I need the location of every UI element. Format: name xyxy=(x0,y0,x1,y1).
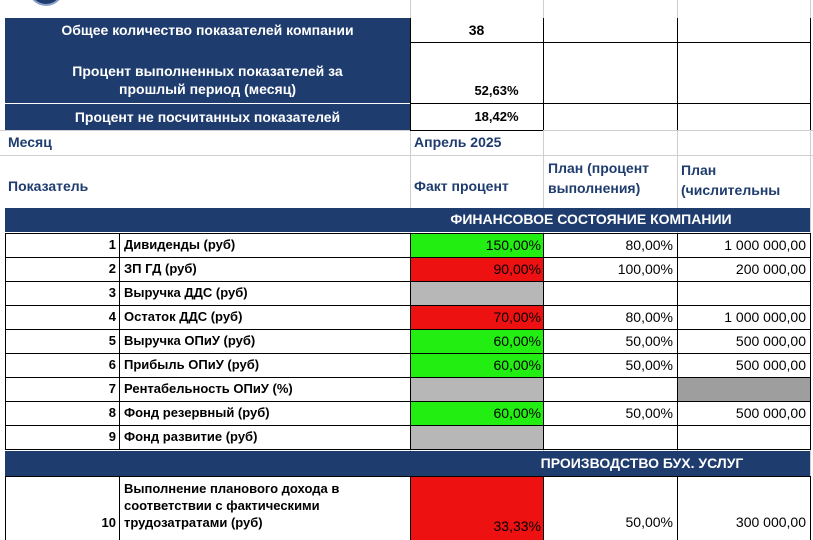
fact-percent-header: Факт процент xyxy=(414,178,509,194)
row-name: Прибыль ОПиУ (руб) xyxy=(124,357,260,372)
plan-number-cell[interactable] xyxy=(678,378,810,401)
fact-cell[interactable] xyxy=(411,258,543,281)
production-section-banner xyxy=(5,451,810,476)
row-name xyxy=(120,480,410,538)
finance-section-title: ФИНАНСОВОЕ СОСТОЯНИЕ КОМПАНИИ xyxy=(450,211,732,227)
row-name: Фонд резервный (руб) xyxy=(124,405,270,420)
plan-percent-cell[interactable]: 50,00% xyxy=(625,357,673,373)
fact-cell[interactable] xyxy=(411,378,543,401)
production-section-title: ПРОИЗВОДСТВО БУХ. УСЛУГ xyxy=(540,455,744,471)
fact-cell[interactable] xyxy=(411,477,543,540)
plan-percent-cell[interactable]: 80,00% xyxy=(625,237,673,253)
fact-cell[interactable] xyxy=(411,306,543,329)
fact-value: 60,00% xyxy=(493,357,541,373)
done-percent-label-line2: прошлый период (месяц) xyxy=(119,81,296,97)
plan-percent-header xyxy=(548,158,676,200)
row-number: 10 xyxy=(101,515,116,530)
plan-number-header xyxy=(681,160,809,202)
row-number: 1 xyxy=(108,237,116,252)
fact-cell[interactable] xyxy=(411,234,543,257)
plan-percent-cell[interactable] xyxy=(544,429,677,447)
row-number: 7 xyxy=(108,381,116,396)
finance-section-banner xyxy=(5,208,810,232)
row-name: Выручка ДДС (руб) xyxy=(124,285,248,300)
done-percent-value[interactable]: 52,63% xyxy=(474,83,519,98)
plan-number-cell[interactable] xyxy=(678,282,810,305)
total-indicators-label: Общее количество показателей компании xyxy=(5,18,410,42)
row-name: Остаток ДДС (руб) xyxy=(124,309,243,324)
plan-percent-cell[interactable] xyxy=(544,381,677,399)
fact-value: 90,00% xyxy=(493,261,541,277)
plan-number-cell[interactable] xyxy=(678,426,810,449)
plan-percent-cell[interactable]: 50,00% xyxy=(625,333,673,349)
done-percent-label xyxy=(5,42,410,103)
total-indicators-value[interactable]: 38 xyxy=(468,22,485,38)
gridline xyxy=(0,155,813,156)
row-number: 9 xyxy=(108,429,116,444)
row-name: Выручка ОПиУ (руб) xyxy=(124,333,256,348)
row-number: 3 xyxy=(108,285,116,300)
plan-percent-cell[interactable] xyxy=(544,285,677,303)
not-calculated-label: Процент не посчитанных показателей xyxy=(5,104,410,130)
row-number: 4 xyxy=(108,309,116,324)
plan-number-cell[interactable]: 1 000 000,00 xyxy=(724,237,806,253)
plan-number-header-line2: (числительны xyxy=(681,182,781,198)
fact-cell[interactable] xyxy=(411,426,543,449)
plan-percent-cell[interactable]: 80,00% xyxy=(625,309,673,325)
fact-value: 60,00% xyxy=(493,333,541,349)
fact-value: 150,00% xyxy=(485,237,541,253)
company-logo-icon xyxy=(28,0,64,6)
plan-number-cell[interactable]: 500 000,00 xyxy=(735,405,806,421)
fact-value: 33,33% xyxy=(493,518,541,534)
indicator-header: Показатель xyxy=(8,178,89,194)
month-label: Месяц xyxy=(8,134,52,150)
row-number: 6 xyxy=(108,357,116,372)
plan-number-cell[interactable]: 1 000 000,00 xyxy=(724,309,806,325)
row-number: 8 xyxy=(108,405,116,420)
fact-cell[interactable] xyxy=(411,354,543,377)
gridline xyxy=(0,130,813,131)
not-calculated-value[interactable]: 18,42% xyxy=(474,109,519,124)
row-name: ЗП ГД (руб) xyxy=(124,261,197,276)
fact-cell[interactable] xyxy=(411,330,543,353)
row-name: Фонд развитие (руб) xyxy=(124,429,258,444)
fact-cell[interactable] xyxy=(411,402,543,425)
row10-name-line3: трудозатратами (руб) xyxy=(124,515,263,530)
plan-percent-cell[interactable]: 50,00% xyxy=(625,405,673,421)
plan-number-cell[interactable]: 200 000,00 xyxy=(735,261,806,277)
row-name: Рентабельность ОПиУ (%) xyxy=(124,381,293,396)
plan-percent-header-line1: План (процент xyxy=(548,160,650,176)
plan-number-cell[interactable]: 500 000,00 xyxy=(735,333,806,349)
plan-percent-cell[interactable]: 100,00% xyxy=(617,261,673,277)
row-number: 5 xyxy=(108,333,116,348)
plan-percent-cell[interactable]: 50,00% xyxy=(625,514,673,530)
row10-name-line2: соответствии с фактическими xyxy=(124,498,320,513)
plan-percent-header-line2: выполнения) xyxy=(548,180,641,196)
done-percent-label-line1: Процент выполненных показателей за xyxy=(72,63,343,79)
row-number: 2 xyxy=(108,261,116,276)
row-name: Дивиденды (руб) xyxy=(124,237,236,252)
fact-cell[interactable] xyxy=(411,282,543,305)
plan-number-header-line1: План xyxy=(681,162,717,178)
plan-number-cell[interactable]: 300 000,00 xyxy=(735,514,806,530)
month-value[interactable]: Апрель 2025 xyxy=(414,134,502,150)
fact-value: 70,00% xyxy=(493,309,541,325)
fact-value: 60,00% xyxy=(493,405,541,421)
row10-name-line1: Выполнение планового дохода в xyxy=(124,481,340,496)
plan-number-cell[interactable]: 500 000,00 xyxy=(735,357,806,373)
